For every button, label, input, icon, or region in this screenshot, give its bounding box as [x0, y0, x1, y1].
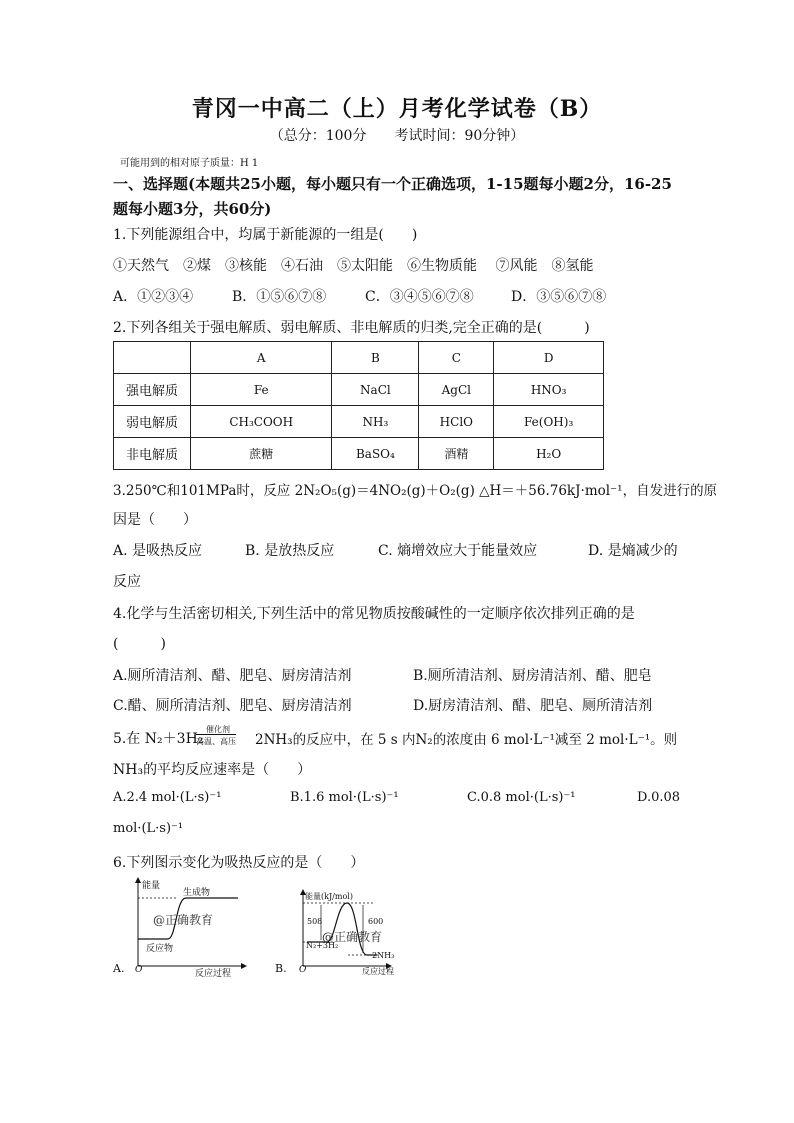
graph-a-label: A. — [113, 962, 125, 975]
table-cell: 酒精 — [419, 438, 494, 470]
q3-stem-line2: 因是（ ） — [113, 512, 197, 528]
graph-b-origin: O — [299, 965, 307, 975]
graph-b-product: 2NH₃ — [372, 951, 395, 960]
q1-option-b: B．①⑤⑥⑦⑧ — [232, 289, 327, 305]
q5-option-d-cont: mol·(L·s)⁻¹ — [113, 821, 184, 836]
graph-b-reactant: N₂+3H₂ — [306, 941, 339, 950]
graph-a-reactant: 反应物 — [146, 944, 174, 954]
graph-b-watermark: @正确教育 — [322, 930, 383, 944]
table-cell: BaSO₄ — [332, 438, 419, 470]
q1-stem: 1.下列能源组合中，均属于新能源的一组是( ) — [113, 227, 418, 243]
q4-option-c: C.醋、厕所清洁剂、肥皂、厨房清洁剂 — [113, 698, 352, 714]
q5-option-b: B.1.6 mol·(L·s)⁻¹ — [290, 790, 399, 805]
atomic-mass-note: 可能用到的相对原子质量：H 1 — [120, 158, 259, 169]
q3-option-c: C. 熵增效应大于能量效应 — [378, 543, 538, 559]
q5-option-c: C.0.8 mol·(L·s)⁻¹ — [467, 790, 576, 805]
table-cell: NaCl — [332, 374, 419, 406]
row-label: 弱电解质 — [114, 406, 191, 438]
q4-stem-line1: 4.化学与生活密切相关,下列生活中的常见物质按酸碱性的一定顺序依次排列正确的是 — [113, 606, 635, 622]
section-heading-line1: 一、选择题(本题共25小题，每小题只有一个正确选项，1-15题每小题2分，16-25 — [113, 175, 672, 193]
graph-b-label: B. — [275, 962, 287, 975]
table-header-cell — [114, 342, 191, 374]
row-label: 非电解质 — [114, 438, 191, 470]
q1-option-d: D．③⑤⑥⑦⑧ — [511, 289, 607, 305]
table-cell: HClO — [419, 406, 494, 438]
graph-a-origin: O — [135, 965, 143, 975]
q5-stem-post: 2NH₃的反应中，在 5 s 内N₂的浓度由 6 mol·L⁻¹减至 2 mol·L⁻¹。则 — [255, 732, 678, 748]
q1-items: ①天然气 ②煤 ③核能 ④石油 ⑤太阳能 ⑥生物质能 ⑦风能 ⑧氢能 — [113, 258, 594, 274]
graph-a-x-label: 反应过程 — [195, 969, 232, 979]
table-header-cell: B — [332, 342, 419, 374]
table-cell: Fe — [191, 374, 332, 406]
q5-stem-pre: 5.在 N₂＋3H₂ — [113, 731, 204, 747]
graph-a-product: 生成物 — [183, 888, 211, 898]
table-row — [114, 374, 604, 406]
q3-option-d: D. 是熵减少的 — [588, 543, 678, 559]
q3-stem-line1: 3.250℃和101MPa时，反应 2N₂O₅(g)＝4NO₂(g)＋O₂(g) △H＝＋56.76kJ·mol⁻¹，自发进行的原 — [113, 483, 718, 499]
q3-option-a: A. 是吸热反应 — [113, 543, 203, 559]
q6-stem: 6.下列图示变化为吸热反应的是（ ） — [113, 855, 365, 871]
table-cell: NH₃ — [332, 406, 419, 438]
q4-option-a: A.厕所清洁剂、醋、肥皂、厨房清洁剂 — [113, 668, 352, 684]
q5-stem-line2: NH₃的平均反应速率是（ ） — [113, 762, 312, 778]
q2-stem: 2.下列各组关于强电解质、弱电解质、非电解质的归类,完全正确的是( ) — [113, 320, 590, 336]
q5-catalyst-top: 催化剂 — [206, 725, 230, 734]
table-cell: H₂O — [494, 438, 604, 470]
electrolyte-table — [113, 341, 604, 470]
q5-option-d: D.0.08 — [637, 790, 681, 805]
table-cell: HNO₃ — [494, 374, 604, 406]
graph-a-x-arrow — [241, 963, 247, 969]
q1-option-c: C．③④⑤⑥⑦⑧ — [365, 289, 474, 305]
graph-b-x-label: 反应过程 — [362, 967, 394, 976]
graph-a-y-label: 能量 — [142, 881, 161, 891]
row-label: 强电解质 — [114, 374, 191, 406]
q4-option-b: B.厕所清洁剂、厨房清洁剂、醋、肥皂 — [413, 668, 652, 684]
q3-option-d-cont: 反应 — [113, 574, 141, 590]
graph-a-y-arrow — [135, 877, 141, 883]
table-header-row — [114, 342, 604, 374]
table-row — [114, 438, 604, 470]
q5-catalyst-bottom: 高温、高压 — [196, 737, 236, 746]
q1-option-a: A．①②③④ — [113, 289, 194, 305]
table-header-cell: A — [191, 342, 332, 374]
q3-option-b: B. 是放热反应 — [245, 543, 335, 559]
table-header-cell: C — [419, 342, 494, 374]
table-cell: Fe(OH)₃ — [494, 406, 604, 438]
exam-title: 青冈一中高二（上）月考化学试卷（B） — [191, 96, 603, 122]
section-heading-line2: 题每小题3分，共60分) — [113, 200, 272, 218]
graph-a-watermark: @正确教育 — [153, 913, 214, 927]
table-row — [114, 406, 604, 438]
graph-b-value-right: 600 — [368, 917, 384, 926]
exam-subtitle: （总分：100分 考试时间：90分钟） — [269, 128, 525, 144]
table-cell: AgCl — [419, 374, 494, 406]
table-cell: CH₃COOH — [191, 406, 332, 438]
table-cell: 蔗糖 — [191, 438, 332, 470]
q4-stem-line2: ( ) — [113, 636, 166, 652]
q5-option-a: A.2.4 mol·(L·s)⁻¹ — [113, 790, 222, 805]
graph-b-y-label: 能量(kJ/mol) — [305, 892, 353, 901]
q4-option-d: D.厨房清洁剂、醋、肥皂、厕所清洁剂 — [413, 698, 653, 714]
table-header-cell: D — [494, 342, 604, 374]
q5-reaction-arrow — [196, 734, 236, 735]
graph-b-value-left: 508 — [307, 917, 323, 926]
